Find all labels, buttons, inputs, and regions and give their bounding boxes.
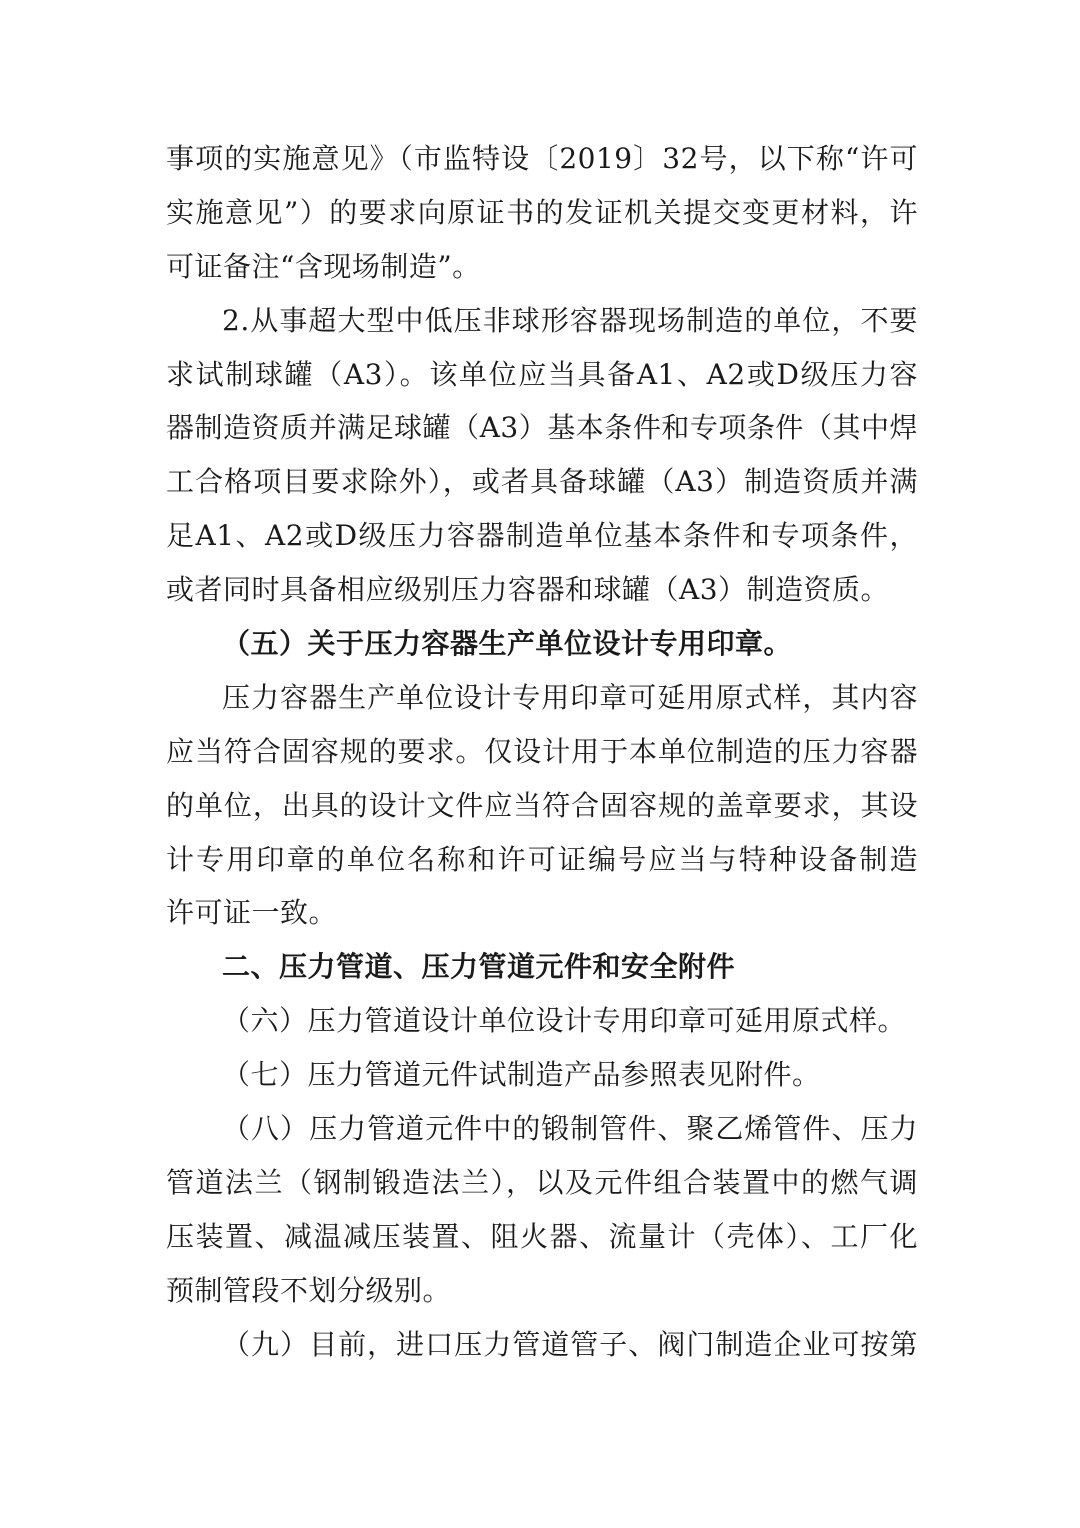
text-line: （九）目前，进口压力管道管子、阀门制造企业可按第 — [222, 1327, 918, 1361]
text-line: 管道法兰（钢制锻造法兰），以及元件组合装置中的燃气调 — [166, 1165, 918, 1199]
text-line: 压装置、减温减压装置、阻火器、流量计（壳体）、工厂化 — [166, 1219, 918, 1253]
text-line: 实施意见”）的要求向原证书的发证机关提交变更材料，许 — [166, 195, 918, 229]
text-line: （六）压力管道设计单位设计专用印章可延用原式样。 — [222, 1004, 907, 1038]
text-line: 或者同时具备相应级别压力容器和球罐（A3）制造资质。 — [166, 573, 890, 607]
text-line: 可证备注“含现场制造”。 — [166, 249, 481, 283]
text-line: 工合格项目要求除外），或者具备球罐（A3）制造资质并满 — [166, 465, 918, 499]
text-line: 求试制球罐（A3）。该单位应当具备A1、A2或D级压力容 — [166, 357, 918, 391]
text-line: 的单位，出具的设计文件应当符合固容规的盖章要求，其设 — [166, 788, 918, 822]
text-line: 压力容器生产单位设计专用印章可延用原式样，其内容 — [222, 680, 918, 714]
section-heading: （五）关于压力容器生产单位设计专用印章。 — [222, 627, 793, 661]
text-line: 事项的实施意见》（市监特设〔2019〕32号，以下称“许可 — [166, 142, 918, 175]
section-heading: 二、压力管道、压力管道元件和安全附件 — [222, 950, 736, 984]
text-line: 预制管段不划分级别。 — [166, 1273, 452, 1307]
text-line: 许可证一致。 — [166, 896, 338, 930]
document-body — [166, 132, 918, 1371]
text-line: （七）压力管道元件试制造产品参照表见附件。 — [222, 1058, 821, 1092]
text-line: 应当符合固容规的要求。仅设计用于本单位制造的压力容器 — [166, 734, 918, 768]
text-line: 器制造资质并满足球罐（A3）基本条件和专项条件（其中焊 — [166, 411, 918, 445]
text-line: 2.从事超大型中低压非球形容器现场制造的单位，不要 — [222, 303, 918, 337]
text-line: 足A1、A2或D级压力容器制造单位基本条件和专项条件， — [166, 519, 918, 553]
text-line: （八）压力管道元件中的锻制管件、聚乙烯管件、压力 — [222, 1112, 918, 1146]
text-line: 计专用印章的单位名称和许可证编号应当与特种设备制造 — [166, 842, 918, 876]
